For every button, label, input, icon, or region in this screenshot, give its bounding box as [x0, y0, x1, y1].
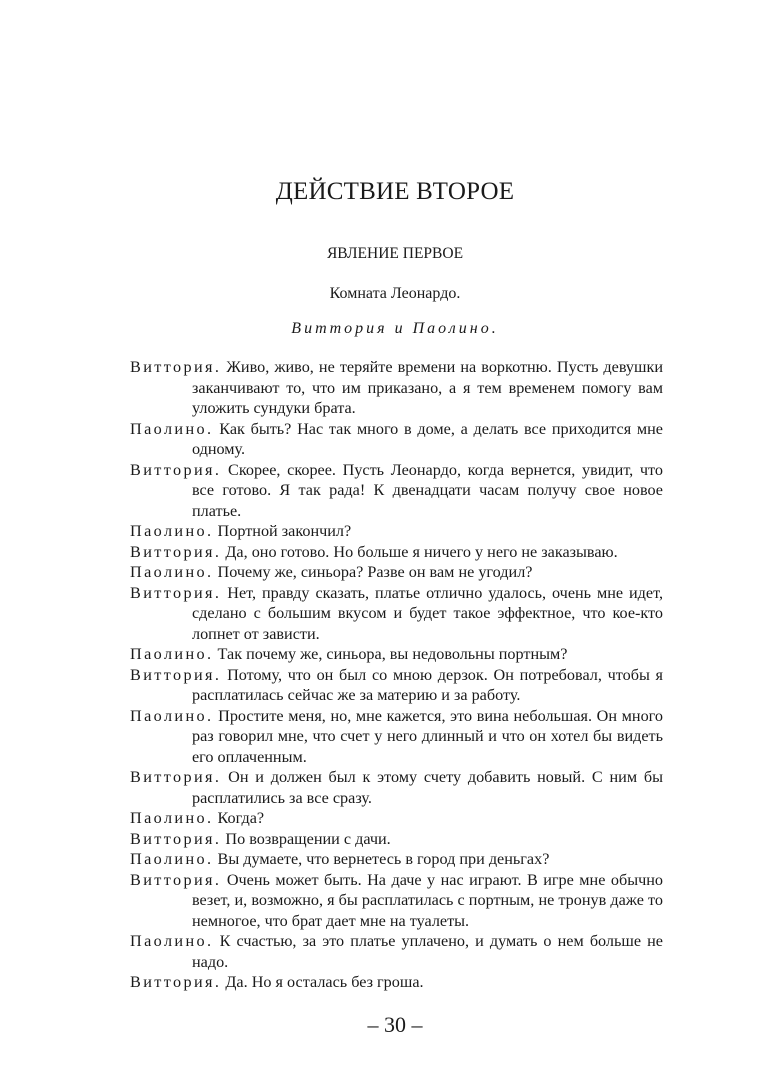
act-title: ДЕЙСТВИЕ ВТОРОЕ: [275, 178, 515, 205]
dialogue-line: [130, 583, 663, 645]
speaker-name: Виттория.: [130, 829, 222, 848]
characters-on-stage: Виттория и Паолино.: [291, 320, 499, 337]
dialogue-line: [130, 849, 663, 870]
speech-text: Простите меня, но, мне кажется, это вина небольшая. Он много раз говорил мне, что счет у него длинный и что он хотел бы видеть его оплаченным.: [192, 706, 663, 766]
speaker-name: Виттория.: [130, 665, 222, 684]
dialogue-line: [130, 542, 663, 563]
speech-text: Когда?: [213, 809, 265, 827]
dialogue-line: [130, 829, 663, 850]
speaker-name: Паолино.: [130, 645, 214, 663]
dialogue-line: [130, 931, 663, 972]
speaker-name: Паолино.: [130, 809, 214, 827]
speech-text: Да, оно готово. Но больше я ничего у него не заказываю.: [221, 542, 618, 561]
speech-text: К счастью, за это платье уплачено, и думать о нем больше не надо.: [192, 932, 663, 971]
speech-text: Очень может быть. На даче у нас играют. В игре мне обычно везет, и, возможно, я бы расплатилась с портным, не тронув даже то немногое, что брат дает мне на туалеты.: [192, 870, 663, 930]
speech-text: Да. Но я осталась без гроша.: [221, 973, 424, 991]
dialogue-line: [130, 562, 663, 583]
speaker-name: Паолино.: [130, 932, 214, 950]
dialogue-line: [130, 644, 663, 665]
dialogue-line: [130, 419, 663, 460]
speech-text: Портной закончил?: [213, 522, 352, 540]
dialogue-block: [130, 357, 663, 993]
speech-text: Нет, правду сказать, платье отлично удалось, очень мне идет, сделано с большим вкусом и будет такое эффектное, что кое-кто лопнет от зависти.: [192, 583, 663, 643]
speaker-name: Паолино.: [130, 850, 214, 868]
dialogue-line: [130, 808, 663, 829]
dialogue-line: [130, 972, 663, 993]
stage-setting: Комната Леонардо.: [329, 285, 461, 302]
dialogue-line: [130, 357, 663, 419]
dialogue-line: [130, 665, 663, 706]
dialogue-line: [130, 706, 663, 768]
speech-text: Вы думаете, что вернетесь в город при деньгах?: [213, 850, 550, 868]
speech-text: Почему же, синьора? Разве он вам не угодил?: [213, 563, 533, 581]
dialogue-line: [130, 767, 663, 808]
speech-text: Он и должен был к этому счету добавить новый. С ним бы расплатились за все сразу.: [192, 768, 663, 807]
speaker-name: Виттория.: [130, 460, 222, 479]
speaker-name: Виттория.: [130, 542, 222, 561]
speech-text: Потому, что он был со мною дерзок. Он потребовал, чтобы я расплатилась сейчас же за материю и за работу.: [192, 665, 663, 704]
speaker-name: Виттория.: [130, 583, 222, 602]
dialogue-line: [130, 460, 663, 522]
speech-text: Так почему же, синьора, вы недовольны портным?: [213, 645, 568, 663]
speaker-name: Виттория.: [130, 358, 222, 376]
speaker-name: Паолино.: [130, 706, 214, 725]
dialogue-line: [130, 521, 663, 542]
speech-text: Живо, живо, не теряйте времени на воркотню. Пусть девушки заканчивают то, что им приказано, а я тем временем помогу вам уложить сундуки брата.: [192, 358, 663, 417]
page-number: – 30 –: [367, 1012, 423, 1037]
speaker-name: Виттория.: [130, 768, 222, 786]
speech-text: Скорее, скорее. Пусть Леонардо, когда вернется, увидит, что все готово. Я так рада! К двенадцати часам получу свое новое платье.: [192, 460, 663, 520]
speaker-name: Паолино.: [130, 563, 214, 581]
scene-title: ЯВЛЕНИЕ ПЕРВОЕ: [326, 245, 464, 262]
speaker-name: Паолино.: [130, 419, 214, 438]
dialogue-line: [130, 870, 663, 932]
speech-text: Как быть? Нас так много в доме, а делать все приходится мне одному.: [192, 419, 663, 458]
speaker-name: Паолино.: [130, 522, 214, 540]
speaker-name: Виттория.: [130, 870, 222, 889]
speech-text: По возвращении с дачи.: [221, 829, 391, 848]
speaker-name: Виттория.: [130, 973, 222, 991]
